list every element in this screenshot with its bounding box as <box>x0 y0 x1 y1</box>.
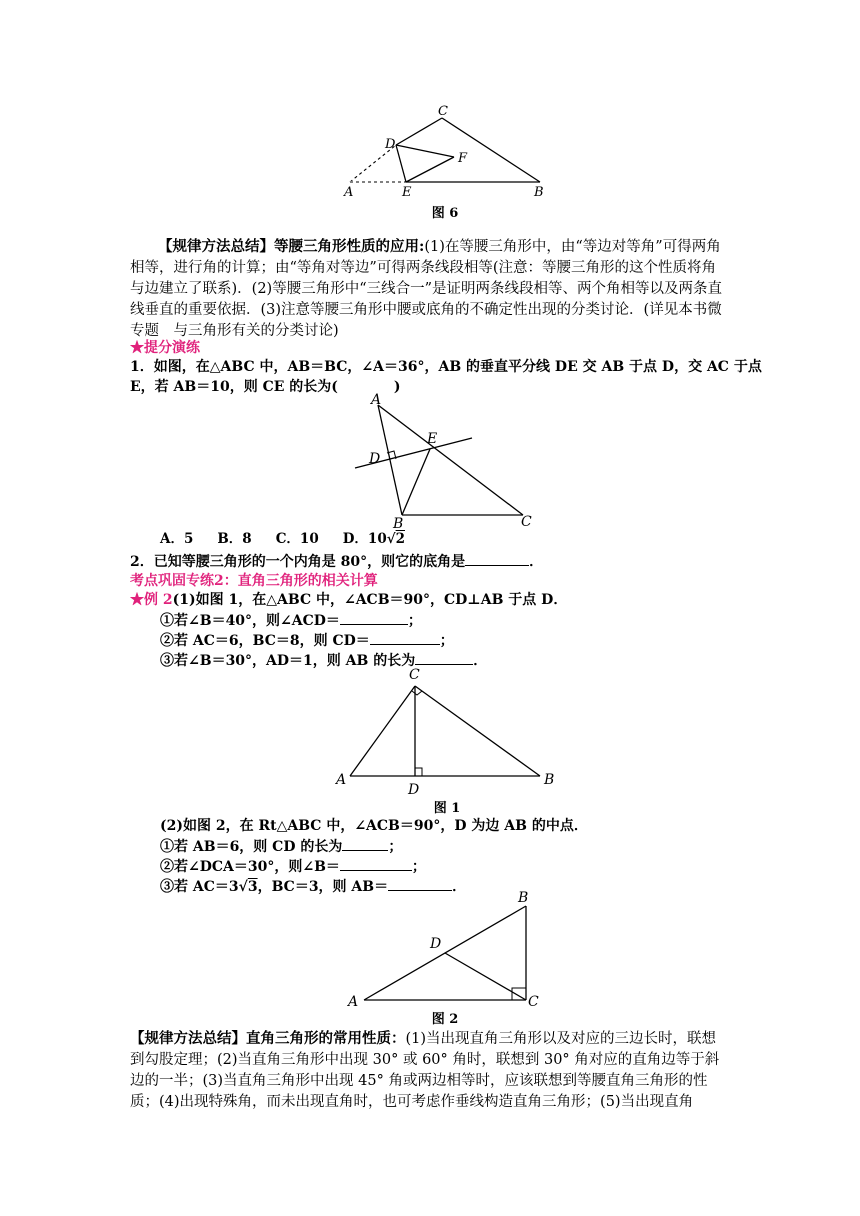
summary-right-triangle <box>130 1028 730 1113</box>
ex2-item1-text: ①若∠B＝40°，则∠ACD＝ <box>160 613 340 629</box>
ex2-item3-blank[interactable] <box>415 650 473 665</box>
ex2-item5-text: ②若∠DCA＝30°，则∠B＝ <box>160 859 340 875</box>
q1-line2: E，若 AB＝10，则 CE 的长为( ) <box>130 379 401 395</box>
fig6-segment-dc <box>396 118 442 145</box>
fig6-label-d: D <box>385 137 396 152</box>
q1-option-d-label: D．10 <box>342 531 387 547</box>
summary-right-triangle-body: (1)当出现直角三角形以及对应的三边长时，联想到勾股定理；(2)当直角三角形中出现 30° 或 60° 角时，联想到 30° 角对应的直角边等于斜边的一半；(3)当直角三角形中出现 45° 角或两边相等时，应该联想到等腰直角三角形的性质；(4)出现特殊角，而未出现直角时，也可考虑作垂线构造直角三角形；(5)当出现直角 <box>130 1031 720 1110</box>
ex2-item4-text: ①若 AB＝6，则 CD 的长为 <box>160 839 343 855</box>
fig2-caption: 图 2 <box>431 1012 459 1027</box>
fig1-label-a: A <box>336 772 347 788</box>
q1-label-e: E <box>427 431 438 447</box>
summary-isosceles <box>130 236 730 342</box>
figure-2 <box>340 888 550 1010</box>
q1-option-d[interactable] <box>343 531 405 547</box>
fig2-label-b: B <box>518 890 529 906</box>
ex2-item1 <box>160 610 422 631</box>
q1-segment-ab <box>378 405 402 515</box>
ex2-item1-end: ； <box>407 613 422 629</box>
q1-options <box>160 529 405 549</box>
ex2-item5 <box>160 856 426 877</box>
fig2-label-d: D <box>430 936 442 952</box>
figure-1 <box>330 664 560 800</box>
ex2-item2-blank[interactable] <box>370 630 440 645</box>
fig6-segment-ef <box>406 157 454 182</box>
ex2-star-label: ★例 2 <box>130 592 173 608</box>
sqrt-symbol: √ <box>386 531 396 547</box>
ex2-part2-text: (2)如图 2，在 Rt△ABC 中，∠ACB＝90°，D 为边 AB 的中点． <box>160 818 588 834</box>
ex2-item6-radicand: 3 <box>247 879 258 895</box>
q1-line1: 1．如图，在△ABC 中，AB＝BC，∠A＝36°，AB 的垂直平分线 DE 交 AB 于点 D，交 AC 于点 <box>130 359 762 375</box>
ex2-item2 <box>160 630 454 651</box>
q1-option-c[interactable]: C．10 <box>275 531 319 547</box>
q1-segment-ac <box>378 405 523 515</box>
q1-label-c: C <box>521 514 532 530</box>
fig6-label-b: B <box>534 185 544 200</box>
ex2-part1-text: (1)如图 1，在△ABC 中，∠ACB＝90°，CD⊥AB 于点 D． <box>172 592 568 608</box>
fig1-segment-cb <box>415 686 540 776</box>
figure-6 <box>330 100 560 200</box>
ex2-item5-blank[interactable] <box>340 856 412 871</box>
fig6-label-c: C <box>438 104 448 119</box>
fig6-label-e: E <box>402 185 412 200</box>
practice-title: ★提分演练 <box>130 340 200 356</box>
fig1-label-b: B <box>544 772 555 788</box>
ex2-item2-text: ②若 AC＝6，BC＝8，则 CD＝ <box>160 633 370 649</box>
fig2-label-c: C <box>528 994 539 1010</box>
ex2-item6-text-a: ③若 AC＝3 <box>160 879 239 895</box>
ex2-item1-blank[interactable] <box>340 610 408 625</box>
ex2-item3-text: ③若∠B＝30°，AD＝1，则 AB 的长为 <box>160 653 416 669</box>
q1-segment-be <box>402 449 430 515</box>
fig1-segment-ac <box>350 686 415 776</box>
q1-label-b: B <box>393 516 404 530</box>
q1-label-a: A <box>371 392 382 408</box>
fig1-right-angle-d <box>415 768 422 776</box>
fig1-caption: 图 1 <box>433 801 461 816</box>
fig6-caption: 图 6 <box>431 206 459 221</box>
fig2-median-cd <box>445 953 526 1000</box>
summary-isosceles-body: (1)在等腰三角形中，由“等边对等角”可得两角相等，进行角的计算；由“等角对等边”可得两条线段相等(注意：等腰三角形的这个性质将角与边建立了联系)．(2)等腰三角形中“三线合一”是证明两条线段相等、两个角相等以及两条直线垂直的重要依据．(3)注意等腰三角形中腰或底角的不确定性出现的分类讨论．(详见本书微专题 与三角形有关的分类讨论) <box>130 239 723 339</box>
summary-right-triangle-heading: 【规律方法总结】直角三角形的常用性质： <box>130 1030 406 1047</box>
q1-option-b[interactable]: B．8 <box>217 531 252 547</box>
q1-label-d: D <box>369 451 381 467</box>
ex2-item4-end: ； <box>388 839 403 855</box>
ex2-item5-end: ； <box>411 859 426 875</box>
fig2-label-a: A <box>348 994 359 1010</box>
section2-title: 考点巩固专练2：直角三角形的相关计算 <box>130 573 378 589</box>
fig6-label-f: F <box>458 151 468 166</box>
q2-line: 2．已知等腰三角形的一个内角是 80°，则它的底角是 ． <box>130 551 543 572</box>
q2-text: 2．已知等腰三角形的一个内角是 80°，则它的底角是 <box>130 554 466 570</box>
summary-isosceles-heading: 【规律方法总结】等腰三角形性质的应用: <box>158 238 425 255</box>
q2-answer-blank[interactable] <box>465 551 529 566</box>
fig6-segment-cb <box>442 118 540 182</box>
q1-option-d-radicand: 2 <box>395 531 405 547</box>
sqrt-symbol: √ <box>238 879 248 895</box>
fig1-label-d: D <box>408 782 420 798</box>
fig6-label-a: A <box>344 185 354 200</box>
ex2-item2-end: ； <box>439 633 454 649</box>
ex2-item4-blank[interactable] <box>342 836 388 851</box>
fig1-right-angle-c <box>412 691 422 695</box>
ex2-item6-text-b: ，BC＝3，则 AB＝ <box>257 879 389 895</box>
ex2-item3-end: ． <box>473 653 488 669</box>
fig6-segment-de <box>396 145 406 182</box>
ex2-item4 <box>160 836 402 857</box>
q1-figure <box>345 390 545 530</box>
fig1-label-c: C <box>409 667 420 683</box>
ex2-item6-end: ． <box>452 879 467 895</box>
q1-option-a[interactable]: A．5 <box>160 531 194 547</box>
fig6-segment-df <box>396 145 454 157</box>
ex2-part1-line <box>130 590 567 610</box>
